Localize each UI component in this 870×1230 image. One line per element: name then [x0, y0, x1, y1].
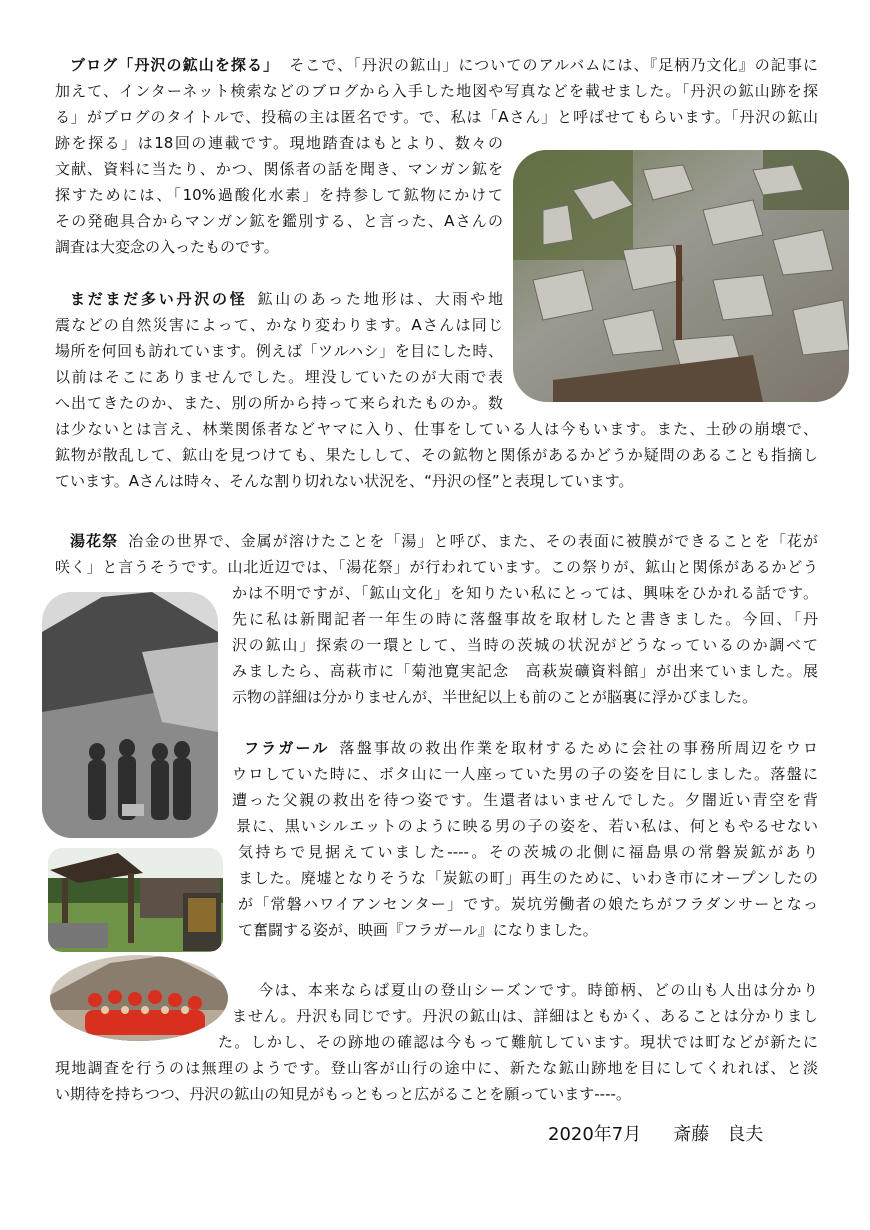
paragraph-line: が「常磐ハワイアンセンター」です。炭坑労働者の娘たちがフラダンサーとなっ [238, 895, 818, 913]
paragraph-line: ウロしていた時に、ボタ山に一人座っていた男の子の姿を目にしました。落盤に [232, 765, 818, 783]
paragraph-line: 鉱物が散乱して、鉱山を見つけても、果たしして、その鉱物と関係があるかどうか疑問のあることも指摘し [55, 446, 818, 464]
paragraph-line: 現地調査を行うのは無理のようです。登山客が山行の途中に、新たな鉱山跡地を目にしてくれれば、と淡 [55, 1059, 818, 1077]
paragraph-line: 先に私は新聞記者一年生の時に落盤事故を取材したと書きました。今回、「丹 [232, 610, 818, 628]
paragraph-line [70, 52, 818, 78]
line-text: 落盤事故の救出作業を取材するために会社の事務所周辺をウロ [339, 739, 818, 757]
bota-yama-historic-photo [42, 592, 218, 838]
line-text: 鉱山のあった地形は、大雨や地 [257, 290, 503, 308]
paragraph-line [244, 735, 818, 761]
paragraph-line: て奮闘する姿が、映画『フラガール』になりました。 [238, 921, 598, 939]
signature [548, 1122, 763, 1148]
paragraph-line: ました。廃墟となりそうな「炭鉱の町」再生のために、いわき市にオープンしたの [238, 869, 818, 887]
section-heading: フラガール [244, 739, 330, 757]
paragraph-line: かは不明ですが、「鉱山文化」を知りたい私にとっては、興味をひかれる話です。 [232, 584, 818, 602]
section-heading: 湯花祭 [70, 532, 119, 550]
paragraph-line: 探すためには、「10%過酸化水素」を持参して鉱物にかけて [55, 186, 503, 204]
hula-dancers-photo [50, 955, 228, 1041]
paragraph-line: 震などの自然災害によって、かなり変わります。Aさんは同じ [55, 316, 503, 334]
paragraph-line: ています。Aさんは時々、そんな割り切れない状況を、“丹沢の怪”と表現しています。 [55, 472, 634, 490]
signature-date: 2020年7月 [548, 1124, 642, 1145]
paragraph-line: 文献、資料に当たり、かつ、関係者の話を聞き、マンガン鉱を [55, 160, 503, 178]
paragraph-line: る」がブログのタイトルで、投稿の主は匿名です。で、私は「Aさん」と呼ばせてもらいます。「丹沢の鉱山 [55, 108, 818, 126]
line-text: そこで、「丹沢の鉱山」についてのアルバムには、『足柄乃文化』の記事に [289, 56, 818, 74]
paragraph-line: た。しかし、その跡地の確認は今もって難航しています。現状では町などが新たに [218, 1033, 818, 1051]
paragraph-line [70, 528, 818, 554]
paragraph-line: 以前はそこにありませんでした。埋没していたのが大雨で表 [55, 368, 503, 386]
paragraph-line: 示物の詳細は分かりませんが、半世紀以上も前のことが脳裏に浮かびました。 [232, 688, 758, 706]
paragraph-line: へ出てきたのか、また、別の所から持って来られたものか。数 [55, 394, 503, 412]
paragraph-line: ません。丹沢も同じです。丹沢の鉱山は、詳細はともかく、あることは分かりまし [232, 1007, 818, 1025]
paragraph-line: みましたら、高萩市に「菊池寛実記念 高萩炭礦資料館」が出来ていました。展 [232, 662, 818, 680]
paragraph-line: 沢の鉱山」探索の一環として、当時の茨城の状況がどうなっているのか調べて [232, 636, 818, 654]
mine-rubble-photo [513, 150, 849, 402]
paragraph-line: 場所を何回も訪れています。例えば「ツルハシ」を目にした時、 [55, 342, 503, 360]
paragraph-line: 跡を探る」は18回の連載です。現地踏査はもとより、数々の [55, 134, 503, 152]
paragraph-line: い期待を持ちつつ、丹沢の鉱山の知見がもっともっと広がることを願っています----。 [55, 1085, 631, 1103]
section-heading: まだまだ多い丹沢の怪 [70, 290, 248, 308]
paragraph-line: 遭った父親の救出を待つ姿です。生還者はいませんでした。夕闇近い青空を背 [232, 791, 818, 809]
paragraph-line: 景に、黒いシルエットのように映る男の子の姿を、若い私は、何ともやるせない [236, 817, 818, 835]
coal-mine-museum-photo [48, 848, 223, 952]
paragraph-line [70, 286, 503, 312]
paragraph-line: 咲く」と言うそうです。山北近辺では、「湯花祭」が行われています。この祭りが、鉱山と関係があるかどう [55, 558, 818, 576]
paragraph-line: その発砲具合からマンガン鉱を鑑別する、と言った、Aさんの [55, 212, 503, 230]
paragraph-line: 調査は大変念の入ったものです。 [55, 238, 279, 256]
author-name: 斎藤 良夫 [673, 1124, 764, 1145]
paragraph-line: は少ないとは言え、林業関係者などヤマに入り、仕事をしている人は今もいます。また、土砂の崩壊で、 [55, 420, 818, 438]
paragraph-line: 加えて、インターネット検索などのブログから入手した地図や写真などを載せました。「丹沢の鉱山跡を探 [55, 82, 818, 100]
section-heading: ブログ「丹沢の鉱山を探る」 [70, 56, 280, 74]
line-text: 冶金の世界で、金属が溶けたことを「湯」と呼び、また、その表面に被膜ができることを「花が [128, 532, 818, 550]
paragraph-line: 気持ちで見据えていました----。その茨城の北側に福島県の常磐炭鉱があり [238, 843, 818, 861]
paragraph-line: 今は、本来ならば夏山の登山シーズンです。時節柄、どの山も人出は分かり [258, 981, 818, 999]
